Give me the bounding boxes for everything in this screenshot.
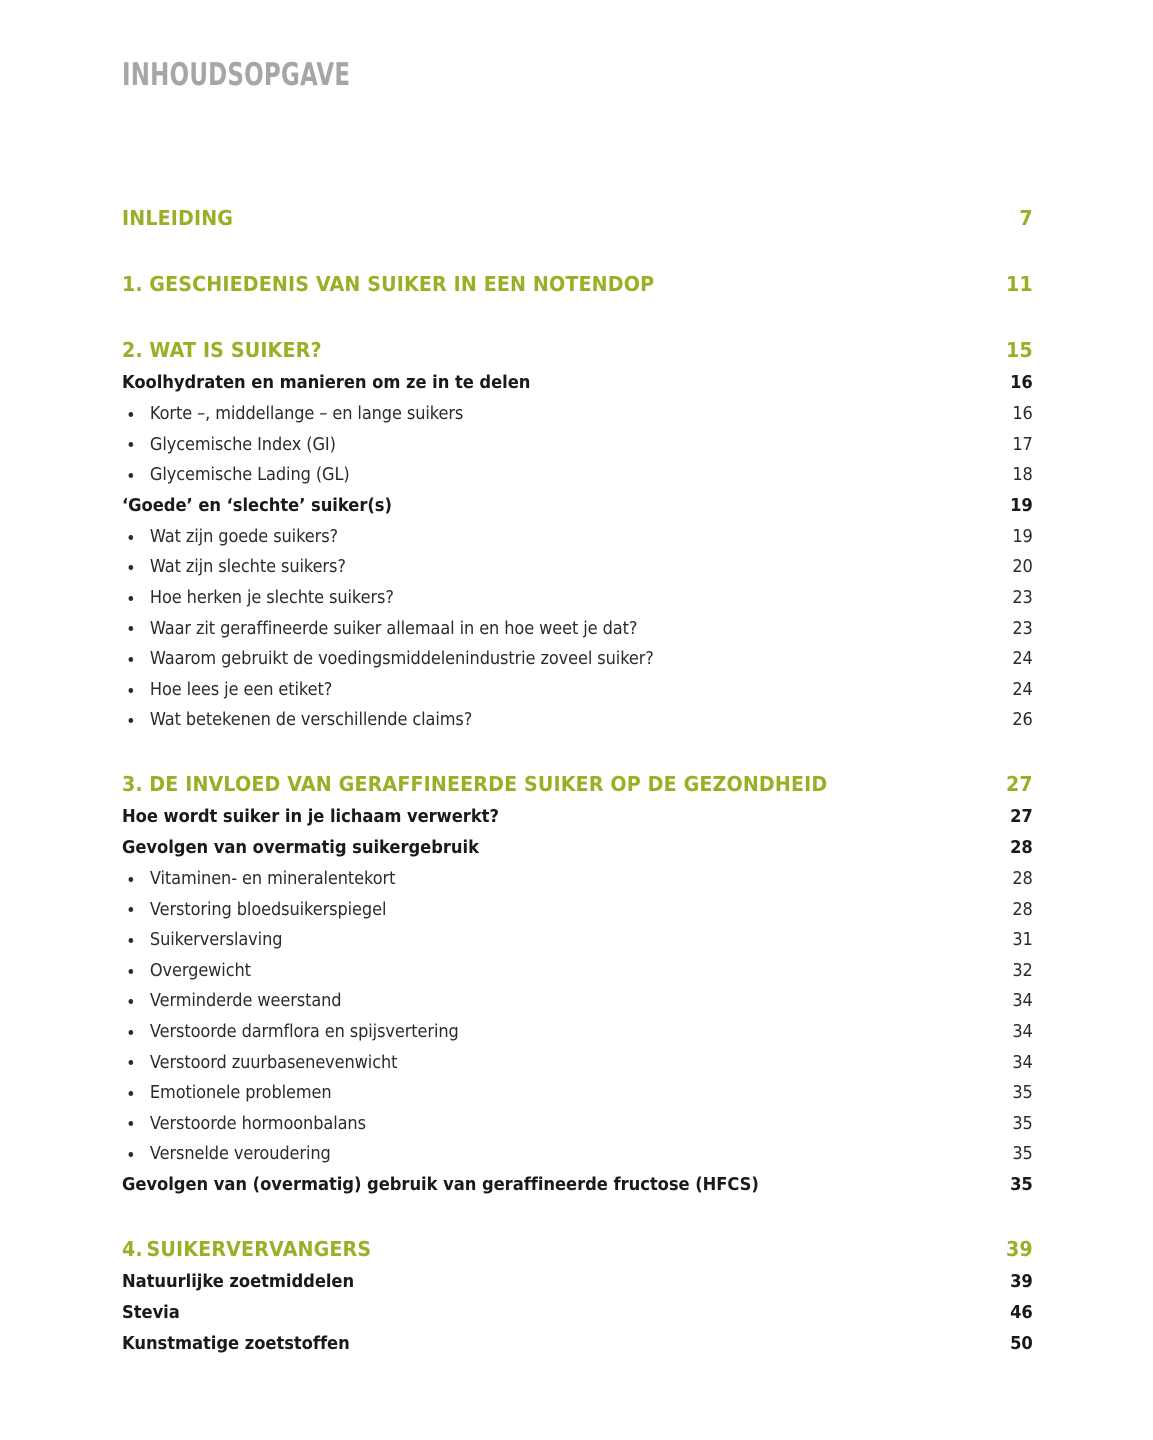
toc-entry-label	[122, 833, 479, 864]
toc-entry-number: 3.	[122, 771, 143, 796]
toc-page-number: 31	[1012, 930, 1033, 951]
toc-entry-label	[122, 460, 350, 491]
toc-entry-item[interactable]	[122, 522, 1033, 553]
toc-entry-title: INLEIDING	[122, 206, 234, 230]
toc-page-number: 16	[1012, 404, 1033, 424]
toc-entry-section[interactable]	[122, 833, 1033, 864]
toc-entry-label	[122, 1139, 331, 1170]
toc-entry-section[interactable]	[122, 491, 1033, 522]
toc-page-number: 7	[1019, 206, 1033, 230]
toc-entry-item[interactable]	[122, 675, 1033, 706]
toc-entry-title: Verstoorde hormoonbalans	[149, 1113, 366, 1134]
bullet-icon	[129, 1030, 134, 1035]
bullet-icon	[129, 1060, 134, 1065]
toc-entry-title: Suikerverslaving	[149, 930, 283, 951]
toc-page-number: 20	[1012, 557, 1033, 578]
toc-entry-number: 2.	[122, 338, 143, 362]
toc-entry-title: Verminderde weerstand	[149, 991, 342, 1012]
toc-entry-section[interactable]	[122, 802, 1033, 833]
toc-entry-label	[122, 1267, 354, 1298]
toc-entry-item[interactable]	[122, 986, 1033, 1017]
toc-entry-title: Overgewicht	[149, 960, 251, 981]
toc-entry-title: Kunstmatige zoetstoffen	[122, 1333, 350, 1354]
toc-group-hoofdstuk-4	[122, 1231, 1033, 1360]
toc-entry-item[interactable]	[122, 1109, 1033, 1140]
toc-page-number: 34	[1012, 991, 1033, 1012]
toc-page-number: 35	[1010, 1174, 1033, 1195]
toc-page-number: 15	[1005, 338, 1033, 362]
toc-entry-label	[122, 1048, 397, 1079]
toc-page-number: 35	[1012, 1144, 1033, 1165]
toc-page-number: 34	[1012, 1021, 1033, 1042]
toc-entry-label	[122, 986, 341, 1017]
bullet-icon	[129, 1121, 134, 1126]
toc-page-number: 17	[1012, 434, 1033, 455]
bullet-icon	[129, 877, 134, 882]
bullet-icon	[129, 535, 134, 540]
toc-entry-title: Hoe herken je slechte suikers?	[149, 587, 394, 608]
bullet-icon	[129, 999, 134, 1004]
toc-entry-section[interactable]	[122, 368, 1033, 399]
toc-entry-label	[122, 1329, 350, 1360]
toc-entry-section[interactable]	[122, 1170, 1033, 1201]
toc-entry-label	[122, 1298, 180, 1329]
toc-entry-title: Gevolgen van (overmatig) gebruik van geraffineerde fructose (HFCS)	[122, 1174, 759, 1195]
toc-entry-label	[122, 1170, 759, 1201]
toc-page-number: 18	[1012, 465, 1033, 486]
toc-entry-item[interactable]	[122, 705, 1033, 736]
toc-entry-label	[122, 864, 395, 895]
toc-entry-label	[122, 399, 463, 430]
toc-entry-label	[122, 1109, 366, 1140]
toc-page-number: 32	[1012, 960, 1033, 981]
toc-entry-label	[122, 895, 386, 926]
toc-page-number: 39	[1005, 1236, 1033, 1261]
toc-entry-label	[122, 332, 322, 368]
toc-entry-title: Hoe wordt suiker in je lichaam verwerkt?	[122, 806, 499, 827]
toc-page-number: 24	[1012, 679, 1033, 700]
bullet-icon	[129, 718, 134, 723]
toc-entry-item[interactable]	[122, 895, 1033, 926]
toc-page-number: 11	[1005, 272, 1033, 296]
toc-entry-item[interactable]	[122, 644, 1033, 675]
toc-entry-section[interactable]	[122, 1329, 1033, 1360]
toc-entry-title: Hoe lees je een etiket?	[149, 679, 333, 700]
toc-page-number: 46	[1010, 1302, 1033, 1323]
toc-page-number: 23	[1012, 618, 1033, 639]
toc-entry-item[interactable]	[122, 1048, 1033, 1079]
toc-entry-label	[122, 491, 392, 522]
toc-group-hoofdstuk-2	[122, 332, 1033, 736]
toc-entry-title: Vitaminen- en mineralentekort	[149, 868, 396, 889]
toc-page-number: 19	[1012, 526, 1033, 547]
toc-entry-item[interactable]	[122, 552, 1033, 583]
toc-entry-label	[122, 705, 472, 736]
toc-entry-title: ‘Goede’ en ‘slechte’ suiker(s)	[122, 495, 392, 516]
toc-entry-number: 4.	[122, 1236, 143, 1261]
toc-entry-label	[122, 1017, 459, 1048]
toc-entry-chapter[interactable]	[122, 1231, 1033, 1267]
bullet-icon	[129, 1091, 134, 1096]
toc-entry-title: Wat zijn slechte suikers?	[149, 557, 346, 578]
toc-entry-item[interactable]	[122, 864, 1033, 895]
toc-entry-item[interactable]	[122, 583, 1033, 614]
toc-entry-title: Wat zijn goede suikers?	[149, 526, 339, 547]
toc-entry-title: DE INVLOED VAN GERAFFINEERDE SUIKER OP DE GEZONDHEID	[149, 771, 828, 796]
toc-entry-label	[122, 430, 336, 461]
toc-page-number: 27	[1005, 771, 1033, 796]
toc-entry-section[interactable]	[122, 1298, 1033, 1329]
toc-entry-chapter[interactable]	[122, 332, 1033, 368]
toc-entry-item[interactable]	[122, 1139, 1033, 1170]
toc-entry-label	[122, 956, 251, 987]
bullet-icon	[129, 969, 134, 974]
toc-entry-title: Waar zit geraffineerde suiker allemaal in en hoe weet je dat?	[149, 618, 638, 639]
toc-entry-label	[122, 644, 654, 675]
toc-entry-title: Verstoorde darmflora en spijsvertering	[149, 1021, 459, 1042]
table-of-contents	[122, 200, 1033, 1360]
toc-entry-item[interactable]	[122, 399, 1033, 430]
toc-entry-chapter[interactable]	[122, 200, 1033, 236]
bullet-icon	[129, 626, 134, 631]
toc-entry-label	[122, 522, 338, 553]
toc-page-number: 26	[1012, 710, 1033, 731]
toc-entry-title: Glycemische Index (GI)	[149, 434, 336, 455]
toc-entry-label	[122, 200, 233, 236]
bullet-icon	[129, 473, 134, 478]
toc-page-number: 23	[1012, 587, 1033, 608]
toc-entry-item[interactable]	[122, 460, 1033, 491]
bullet-icon	[129, 442, 134, 447]
bullet-icon	[129, 596, 134, 601]
toc-entry-chapter[interactable]	[122, 266, 1033, 302]
toc-entry-label	[122, 1078, 332, 1109]
toc-page-number: 34	[1012, 1052, 1033, 1073]
bullet-icon	[129, 657, 134, 662]
toc-entry-title: Natuurlijke zoetmiddelen	[122, 1271, 355, 1292]
toc-entry-item[interactable]	[122, 925, 1033, 956]
toc-entry-title: Emotionele problemen	[149, 1083, 332, 1104]
page-title: INHOUDSOPGAVE	[122, 57, 351, 93]
toc-entry-section[interactable]	[122, 1267, 1033, 1298]
toc-entry-label	[122, 552, 346, 583]
toc-entry-item[interactable]	[122, 430, 1033, 461]
toc-entry-label	[122, 802, 499, 833]
toc-entry-title: Verstoring bloedsuikerspiegel	[149, 899, 387, 920]
toc-entry-title: Gevolgen van overmatig suikergebruik	[122, 837, 479, 858]
toc-entry-item[interactable]	[122, 614, 1033, 645]
toc-page-number: 24	[1012, 649, 1033, 670]
toc-entry-title: Stevia	[122, 1302, 180, 1323]
toc-entry-label	[122, 583, 394, 614]
toc-entry-label	[122, 675, 332, 706]
toc-entry-item[interactable]	[122, 956, 1033, 987]
bullet-icon	[129, 688, 134, 693]
toc-page-number: 50	[1010, 1333, 1033, 1354]
toc-group-hoofdstuk-3	[122, 766, 1033, 1201]
bullet-icon	[129, 938, 134, 943]
toc-entry-label	[122, 1231, 371, 1267]
toc-page-number: 16	[1010, 373, 1033, 393]
bullet-icon	[129, 907, 134, 912]
toc-entry-title: Wat betekenen de verschillende claims?	[149, 710, 473, 731]
toc-entry-title: Verstoord zuurbasenevenwicht	[149, 1052, 398, 1073]
toc-entry-title: Versnelde veroudering	[149, 1144, 331, 1165]
toc-entry-title: GESCHIEDENIS VAN SUIKER IN EEN NOTENDOP	[149, 272, 655, 296]
bullet-icon	[129, 412, 134, 417]
toc-group-hoofdstuk-1	[122, 266, 1033, 302]
toc-entry-title: SUIKERVERVANGERS	[146, 1236, 372, 1261]
toc-page-number: 27	[1010, 806, 1033, 827]
toc-page-number: 35	[1012, 1083, 1033, 1104]
toc-entry-title: WAT IS SUIKER?	[149, 338, 322, 362]
toc-page-number: 19	[1010, 495, 1033, 516]
toc-entry-chapter[interactable]	[122, 766, 1033, 802]
toc-page-number: 28	[1012, 899, 1033, 920]
toc-entry-number: 1.	[122, 272, 143, 296]
toc-entry-title: Glycemische Lading (GL)	[149, 465, 350, 486]
toc-entry-item[interactable]	[122, 1017, 1033, 1048]
toc-entry-label	[122, 614, 637, 645]
bullet-icon	[129, 1152, 134, 1157]
toc-page-number: 28	[1012, 868, 1033, 889]
toc-group-inleiding	[122, 200, 1033, 236]
toc-entry-title: Koolhydraten en manieren om ze in te delen	[122, 373, 531, 393]
toc-page-number: 39	[1010, 1271, 1033, 1292]
toc-entry-label	[122, 925, 282, 956]
bullet-icon	[129, 565, 134, 570]
toc-entry-title: Waarom gebruikt de voedingsmiddelenindustrie zoveel suiker?	[149, 649, 654, 670]
toc-entry-title: Korte –, middellange – en lange suikers	[149, 404, 464, 424]
toc-entry-item[interactable]	[122, 1078, 1033, 1109]
toc-page-number: 35	[1012, 1113, 1033, 1134]
toc-entry-label	[122, 766, 827, 802]
toc-entry-label	[122, 266, 654, 302]
toc-page-number: 28	[1010, 837, 1033, 858]
toc-entry-label	[122, 368, 530, 399]
